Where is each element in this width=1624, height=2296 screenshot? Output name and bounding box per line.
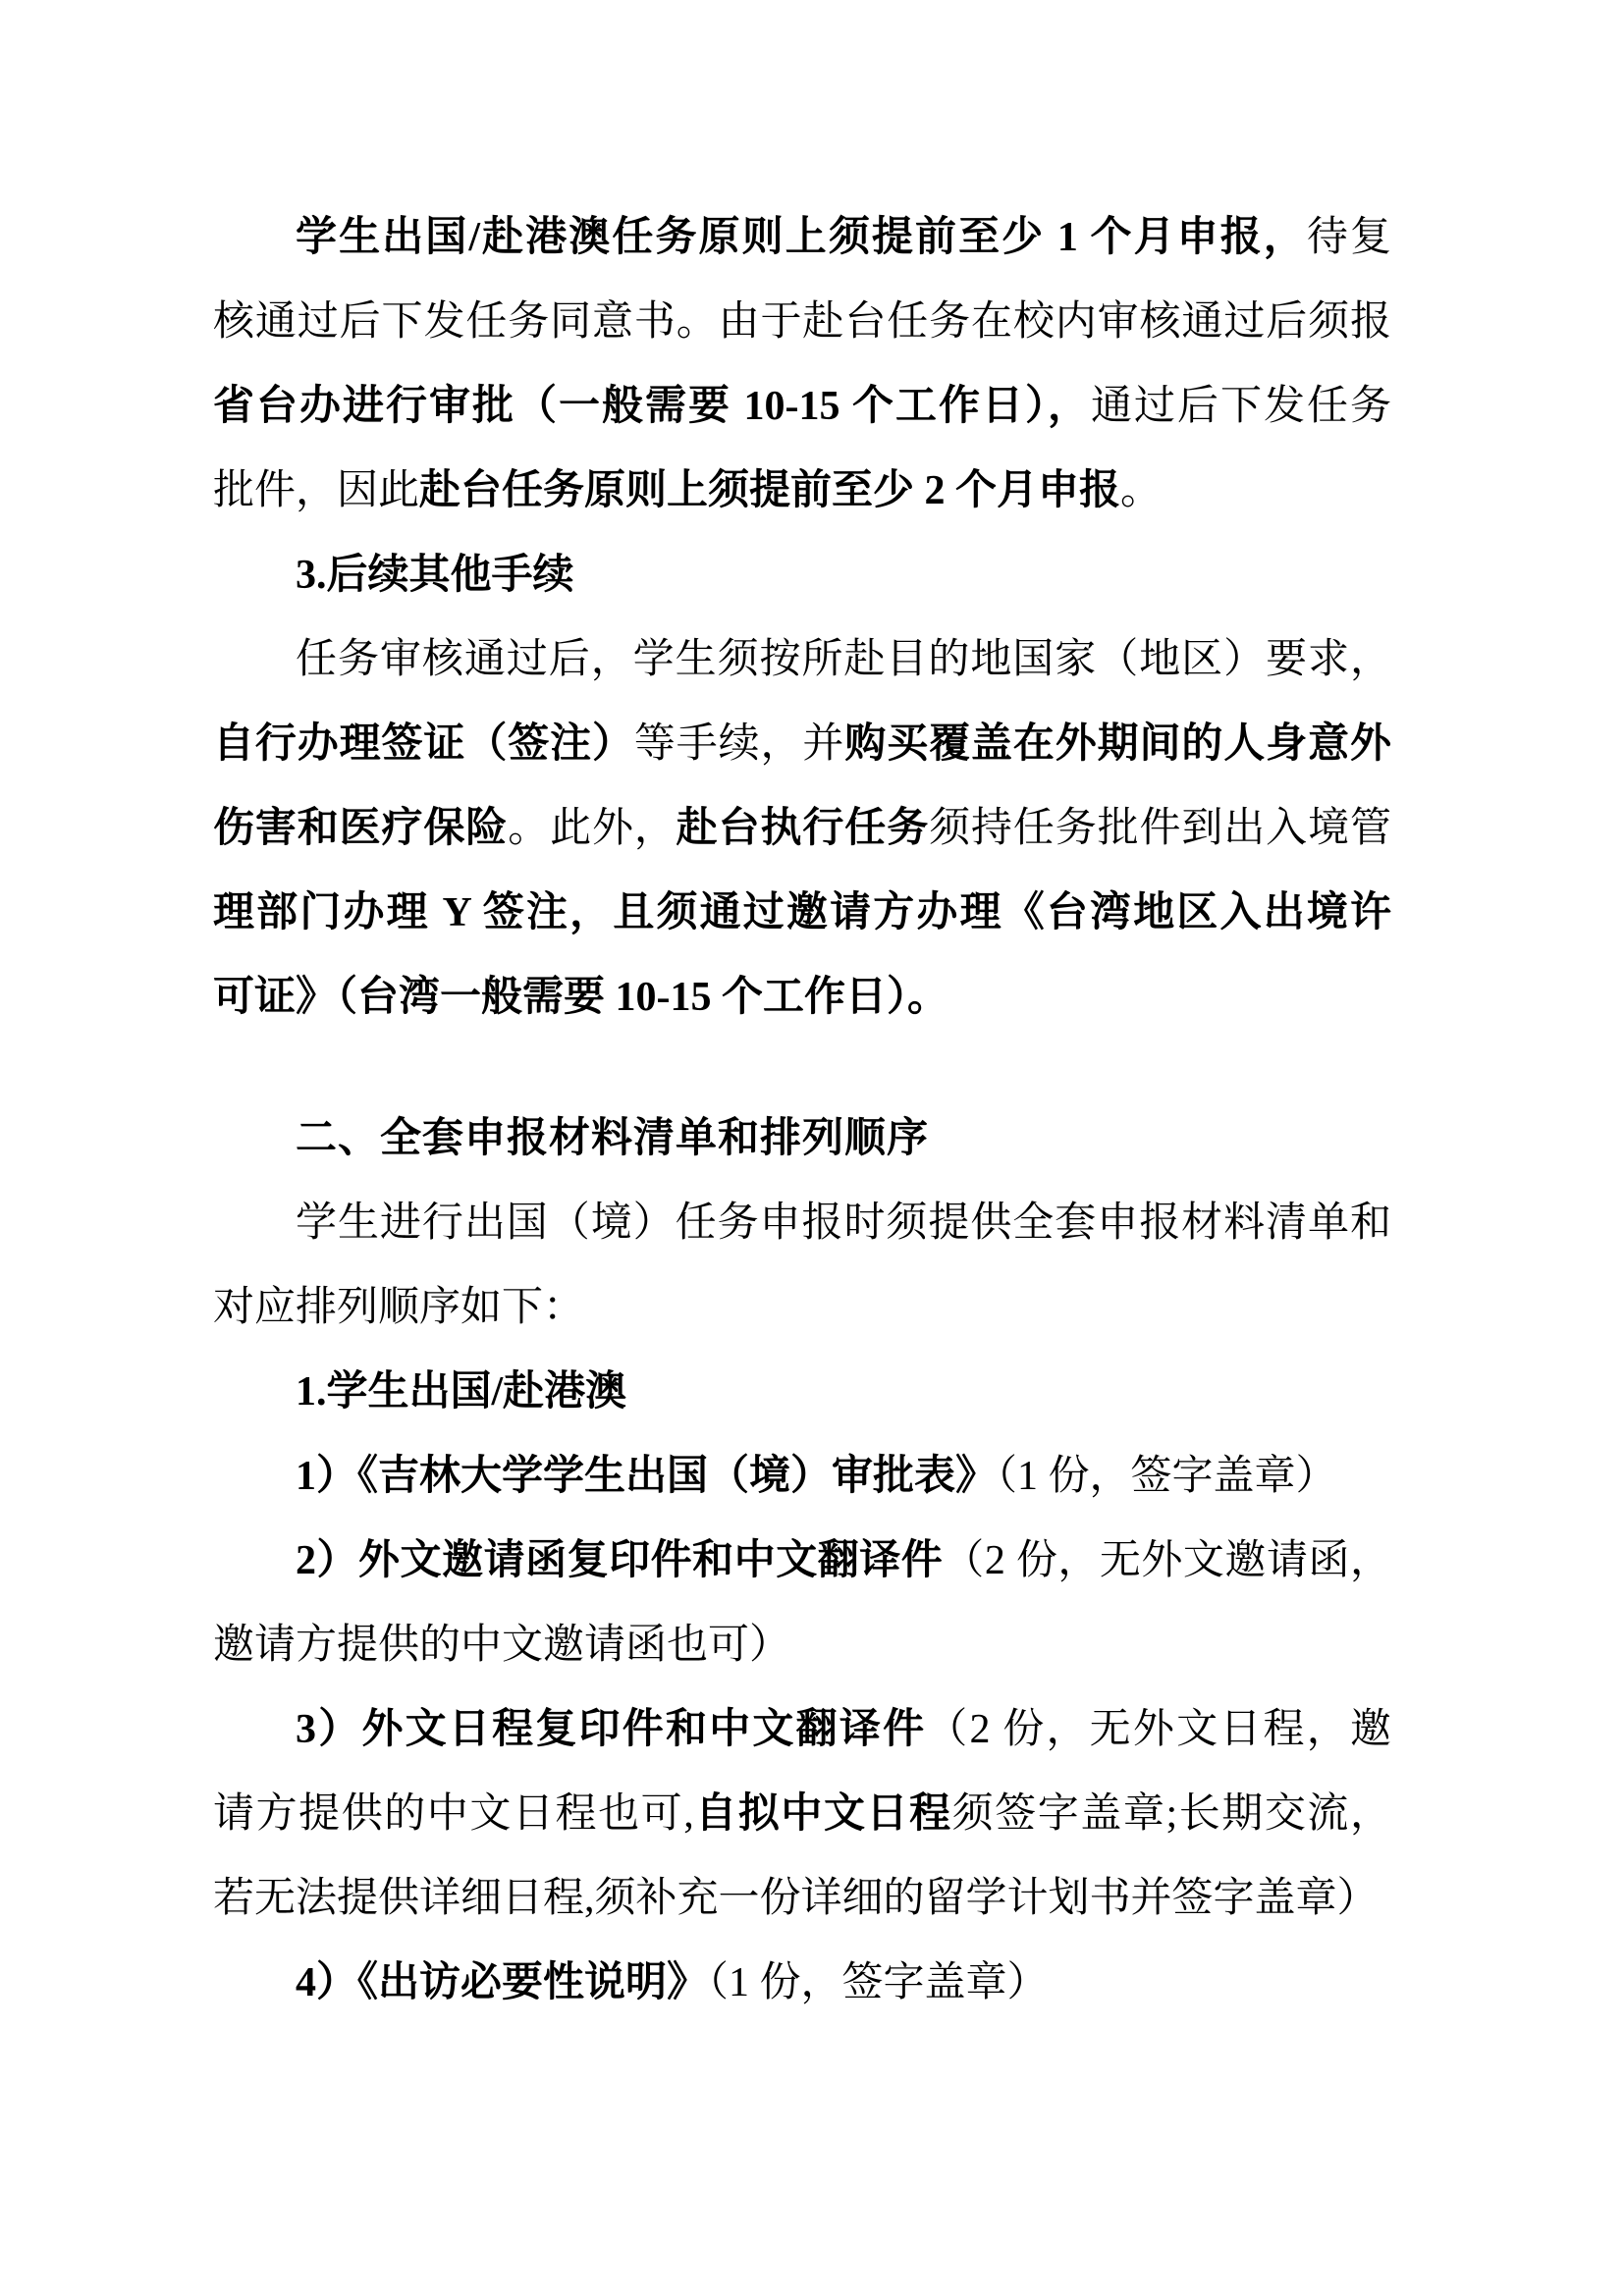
text-run: 邀请方提供的中文邀请函也可） (213, 1623, 791, 1668)
text-run: 可证》（台湾一般需要 10-15 个工作日）。 (213, 975, 948, 1020)
text-run: 批件，因此 (213, 468, 420, 513)
text-run: 4）《出访必要性说明》 (296, 1960, 709, 2005)
text-line (213, 449, 1391, 533)
text-line (213, 280, 1391, 364)
text-run: 赴台执行任务 (676, 806, 930, 851)
text-line (213, 1265, 1391, 1350)
text-run: 等手续，并 (633, 721, 845, 767)
text-run: 自行办理签证（签注） (213, 721, 634, 767)
text-line (213, 702, 1391, 786)
text-line (213, 955, 1391, 1040)
text-run: 请方提供的中文日程也可, (213, 1791, 694, 1837)
text-run: 若无法提供详细日程,须补充一份详细的留学计划书并签字盖章） (213, 1876, 1379, 1921)
text-line (213, 871, 1391, 955)
text-line (213, 1350, 1391, 1434)
text-run: （2 份，无外文日程，邀 (926, 1707, 1391, 1752)
text-run: 须持任务批件到出入境管 (929, 806, 1391, 851)
text-line (213, 1772, 1391, 1856)
text-line (213, 195, 1391, 280)
text-run: 。 (1120, 468, 1163, 513)
text-run: 伤害和医疗保险 (213, 806, 509, 851)
text-run: 学生进行出国（境）任务申报时须提供全套申报材料清单和 (296, 1201, 1391, 1246)
text-run: 待复 (1306, 215, 1391, 260)
text-line (213, 1856, 1391, 1941)
section-heading (213, 1096, 1391, 1181)
text-line (213, 533, 1391, 617)
text-run: 自拟中文日程 (693, 1791, 952, 1837)
text-run: 1）《吉林大学学生出国（境）审批表》 (296, 1454, 998, 1499)
text-run: 任务审核通过后，学生须按所赴目的地国家（地区）要求， (296, 637, 1391, 682)
text-block (213, 195, 1391, 2025)
text-line (213, 1941, 1391, 2025)
text-line (213, 364, 1391, 449)
text-run: 2）外文邀请函复印件和中文翻译件 (296, 1538, 944, 1583)
text-run: 1.学生出国/赴港澳 (296, 1369, 627, 1415)
text-line (213, 786, 1391, 871)
text-run: （2 份，无外文邀请函， (943, 1538, 1391, 1583)
text-line (213, 1434, 1391, 1519)
text-run: 对应排列顺序如下： (213, 1285, 585, 1330)
text-run: 理部门办理 Y 签注，且须通过邀请方办理《台湾地区入出境许 (213, 890, 1391, 935)
text-run: 通过后下发任务 (1090, 384, 1391, 429)
text-run: 3）外文日程复印件和中文翻译件 (296, 1707, 927, 1752)
text-run: 须签字盖章;长期交流， (951, 1791, 1391, 1837)
text-line (213, 1519, 1391, 1603)
text-line (213, 1687, 1391, 1772)
text-line (213, 1603, 1391, 1687)
text-run: 赴台任务原则上须提前至少 2 个月申报 (419, 468, 1121, 513)
text-run: 。此外， (508, 806, 677, 851)
text-run: 学生出国/赴港澳任务原则上须提前至少 1 个月申报， (296, 215, 1307, 260)
text-run: 省台办进行审批（一般需要 10-15 个工作日）， (213, 384, 1091, 429)
text-line (213, 1181, 1391, 1265)
text-run: 核通过后下发任务同意书。由于赴台任务在校内审核通过后须报 (213, 299, 1391, 345)
text-run: （1 份，签字盖章） (708, 1960, 1049, 2005)
text-run: 二、全套申报材料清单和排列顺序 (296, 1116, 930, 1161)
text-run: 购买覆盖在外期间的人身意外 (844, 721, 1391, 767)
text-run: （1 份，签字盖章） (997, 1454, 1337, 1499)
text-run: 3.后续其他手续 (296, 553, 574, 598)
text-line (213, 617, 1391, 702)
